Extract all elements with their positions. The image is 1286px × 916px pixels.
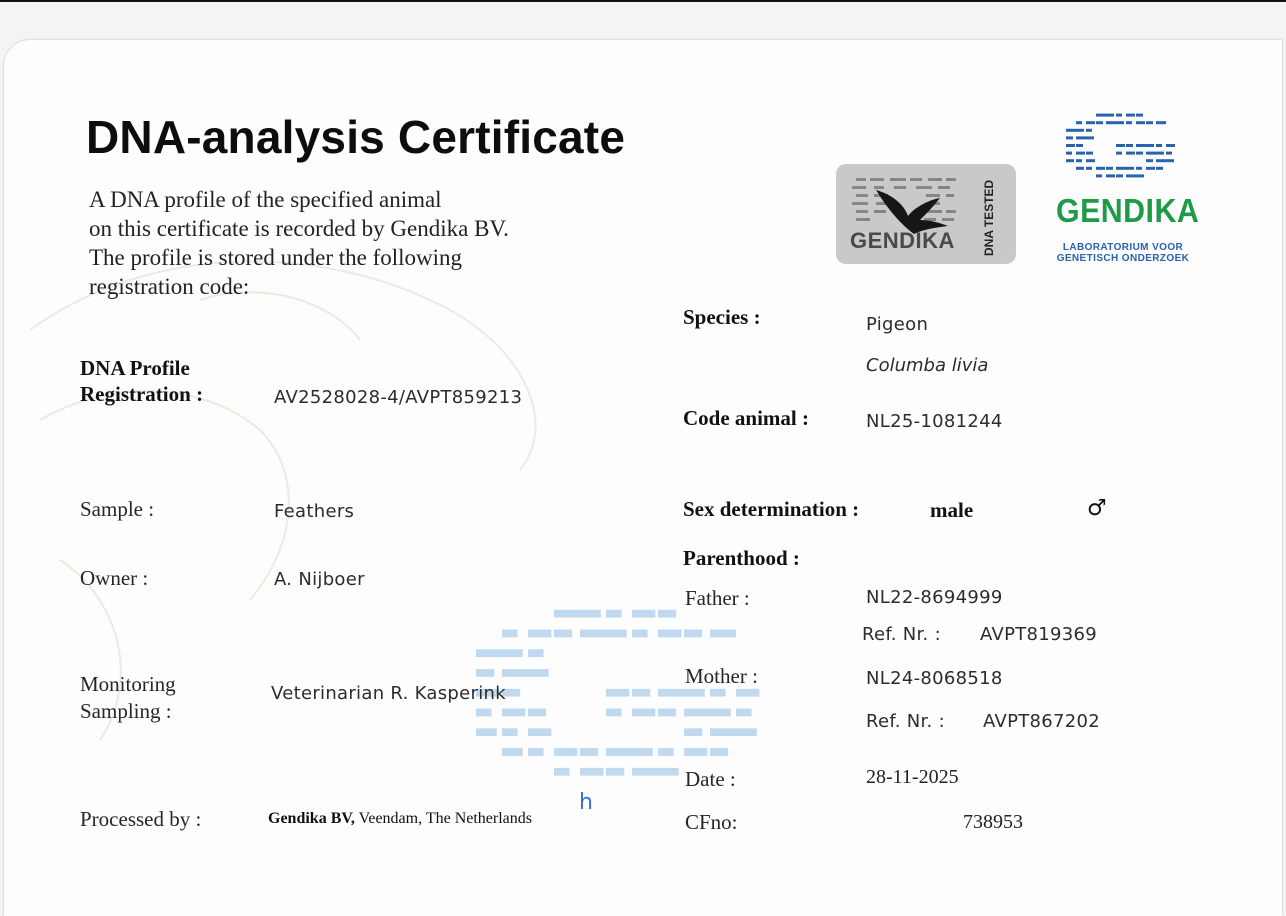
processed-location: Veendam, The Netherlands bbox=[354, 810, 532, 827]
species-common: Pigeon bbox=[866, 314, 929, 335]
mother-label: Mother : bbox=[685, 664, 758, 688]
cfno-value: 738953 bbox=[963, 811, 1023, 833]
gendika-g-logo-icon bbox=[1054, 104, 1190, 192]
sample-value: Feathers bbox=[274, 501, 355, 522]
gendika-subtitle-line: GENETISCH ONDERZOEK bbox=[1056, 253, 1190, 264]
mother-ref-label: Ref. Nr. : bbox=[866, 711, 945, 732]
code-animal-value: NL25-1081244 bbox=[866, 411, 1003, 432]
cfno-label: CFno: bbox=[685, 810, 738, 834]
tag-tested-text: DNA TESTED bbox=[982, 179, 996, 256]
intro-line: registration code: bbox=[89, 274, 250, 299]
species-label: Species : bbox=[683, 305, 761, 329]
certificate-title: DNA-analysis Certificate bbox=[86, 111, 626, 163]
processed-value bbox=[268, 810, 532, 828]
sex-value: male bbox=[930, 498, 974, 522]
father-value: NL22-8694999 bbox=[866, 587, 1003, 608]
monitoring-value: Veterinarian R. Kasperink bbox=[271, 683, 506, 704]
father-ref-value: AVPT819369 bbox=[980, 624, 1098, 645]
registration-label: DNA Profile bbox=[80, 356, 190, 380]
father-label: Father : bbox=[685, 586, 750, 610]
intro-text bbox=[89, 185, 509, 301]
date-label: Date : bbox=[685, 767, 736, 791]
owner-value: A. Nijboer bbox=[274, 569, 365, 590]
g-logo-watermark bbox=[476, 610, 759, 776]
owner-label: Owner : bbox=[80, 566, 149, 590]
code-animal-label: Code animal : bbox=[683, 406, 809, 430]
tag-brand-text: GENDIKA bbox=[850, 228, 955, 253]
monitoring-label: Sampling : bbox=[80, 699, 172, 723]
handwritten-initial: h bbox=[579, 790, 593, 815]
gendika-brand: GENDIKA bbox=[1056, 192, 1200, 229]
intro-line: The profile is stored under the following bbox=[89, 245, 463, 270]
mother-value: NL24-8068518 bbox=[866, 668, 1003, 689]
registration-label: Registration : bbox=[80, 382, 204, 406]
intro-line: A DNA profile of the specified animal bbox=[89, 187, 442, 212]
gendika-subtitle bbox=[1054, 242, 1192, 264]
mother-ref-value: AVPT867202 bbox=[983, 711, 1101, 732]
dna-tested-tag bbox=[836, 164, 1016, 264]
species-latin: Columba livia bbox=[866, 355, 989, 376]
father-ref-label: Ref. Nr. : bbox=[862, 624, 941, 645]
processed-label: Processed by : bbox=[80, 807, 202, 831]
sample-label: Sample : bbox=[80, 497, 155, 521]
monitoring-label: Monitoring bbox=[80, 672, 176, 696]
registration-value: AV2528028-4/AVPT859213 bbox=[274, 387, 523, 408]
intro-line: on this certificate is recorded by Gendika BV. bbox=[89, 216, 509, 241]
parenthood-label: Parenthood : bbox=[683, 546, 800, 570]
gendika-subtitle-line: LABORATORIUM VOOR bbox=[1062, 242, 1184, 253]
male-symbol-icon: ♂ bbox=[1087, 496, 1107, 521]
processed-company: Gendika BV, bbox=[268, 810, 355, 827]
date-value: 28-11-2025 bbox=[866, 766, 959, 788]
sex-label: Sex determination : bbox=[683, 497, 860, 521]
